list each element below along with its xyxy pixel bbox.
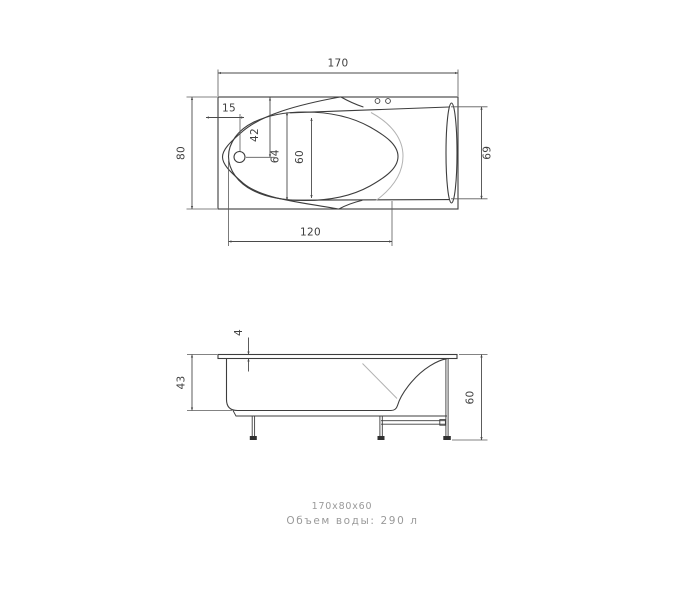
dim-label-80: 80 bbox=[175, 146, 188, 160]
deck-transition-bottom bbox=[339, 200, 362, 209]
base-board bbox=[233, 411, 447, 417]
dim-overall-height bbox=[452, 355, 488, 441]
foot-right bbox=[443, 436, 451, 440]
frame-bar bbox=[381, 421, 446, 425]
foot-left bbox=[250, 436, 257, 440]
tub-outline-plan bbox=[218, 97, 458, 209]
tub-shell-profile bbox=[227, 359, 447, 411]
dim-rim-thickness bbox=[233, 329, 249, 372]
inner-bottom-edge bbox=[291, 200, 450, 201]
dim-shell-depth bbox=[176, 355, 233, 411]
dim-well-width-inner bbox=[294, 118, 312, 198]
footer bbox=[286, 501, 418, 527]
dim-overall-width bbox=[176, 97, 218, 209]
dim-well-length bbox=[229, 161, 393, 246]
dim-label-15: 15 bbox=[222, 102, 236, 115]
support-leg-middle bbox=[380, 416, 382, 436]
headrest-end-wall bbox=[446, 103, 457, 203]
dim-label-42: 42 bbox=[249, 128, 261, 142]
volume-caption: Объем воды: 290 л bbox=[286, 515, 419, 527]
dim-well-width-max bbox=[270, 112, 288, 200]
dim-label-60-plan: 60 bbox=[294, 150, 306, 164]
bathing-well-outline bbox=[229, 112, 399, 201]
dim-label-170: 170 bbox=[327, 57, 349, 70]
rim-profile bbox=[218, 355, 457, 359]
dim-drain-offset-x bbox=[206, 103, 244, 152]
surface-marking-line bbox=[363, 364, 398, 399]
support-leg-left bbox=[252, 416, 254, 436]
dim-label-120: 120 bbox=[300, 226, 321, 239]
foot-middle bbox=[378, 436, 385, 440]
deck-hole-right bbox=[386, 99, 391, 104]
dim-label-43: 43 bbox=[175, 375, 188, 390]
dim-label-64: 64 bbox=[269, 149, 282, 164]
dim-drain-offset-y bbox=[246, 98, 275, 158]
frame-post-right bbox=[446, 359, 448, 437]
dim-label-69: 69 bbox=[481, 145, 494, 160]
drain-hole bbox=[234, 152, 245, 163]
dim-label-4: 4 bbox=[233, 329, 245, 336]
deck-hole-left bbox=[375, 99, 380, 104]
side-view bbox=[176, 329, 488, 440]
plan-view bbox=[176, 58, 494, 247]
dim-label-60-side: 60 bbox=[464, 390, 477, 405]
dim-overall-length bbox=[218, 58, 458, 97]
deck-transition-top bbox=[341, 97, 363, 107]
inner-top-edge bbox=[291, 107, 450, 113]
size-caption: 170x80x60 bbox=[311, 501, 373, 512]
